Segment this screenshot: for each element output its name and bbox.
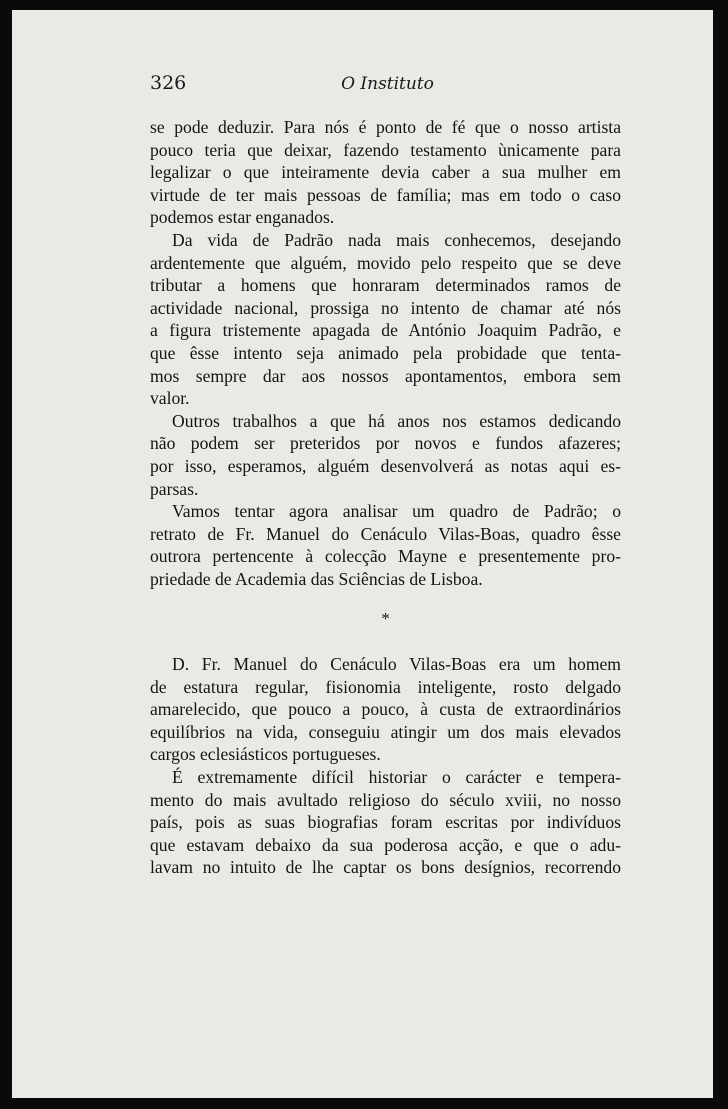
section-separator: * (381, 609, 390, 629)
text-line: legalizar o que inteiramente devia caber a sua mulher em (150, 162, 621, 183)
paragraph (150, 229, 621, 410)
page-number: 326 (150, 72, 187, 94)
text-line: que êsse intento seja animado pela probidade que tenta- (150, 342, 621, 363)
text-line: pouco teria que deixar, fazendo testamento ùnicamente para (150, 139, 621, 160)
text-line: país, pois as suas biografias foram escritas por indivíduos (150, 812, 621, 833)
text-line: Da vida de Padrão nada mais conhecemos, desejando (172, 229, 621, 250)
paragraph (150, 410, 621, 500)
text-line: É extremamente difícil historiar o carácter e tempera- (172, 767, 621, 788)
text-line: valor. (150, 388, 190, 409)
paragraph (150, 116, 621, 229)
text-line: tributar a homens que honraram determinados ramos de (150, 275, 621, 296)
text-line: podemos estar enganados. (150, 207, 335, 228)
text-line: equilíbrios na vida, conseguiu atingir um dos mais elevados (150, 721, 621, 742)
text-line: ardentemente que alguém, movido pelo respeito que se deve (150, 252, 621, 273)
text-line: mos sempre dar aos nossos apontamentos, embora sem (150, 365, 621, 386)
text-line: retrato de Fr. Manuel do Cenáculo Vilas-Boas, quadro êsse (150, 523, 621, 544)
text-line: Outros trabalhos a que há anos nos estamos dedicando (172, 410, 621, 431)
text-line: não podem ser preteridos por novos e fundos afazeres; (150, 433, 621, 454)
text-line: priedade de Academia das Sciências de Lisboa. (150, 568, 483, 589)
text-line: mento do mais avultado religioso do século xviii, no nosso (150, 789, 621, 810)
text-line: virtude de ter mais pessoas de família; mas em todo o caso (150, 184, 621, 205)
paragraph (150, 653, 621, 766)
text-line: lavam no intuito de lhe captar os bons desígnios, recorrendo (150, 857, 621, 878)
text-line: que estavam debaixo da sua poderosa acção, e que o adu- (150, 834, 621, 855)
text-line: outrora pertencente à colecção Mayne e presentemente pro- (150, 546, 621, 567)
text-line: parsas. (150, 478, 199, 499)
text-line: actividade nacional, prossiga no intento de chamar até nós (150, 297, 621, 318)
paragraph (150, 766, 621, 879)
text-line: a figura tristemente apagada de António Joaquim Padrão, e (150, 320, 621, 341)
text-line: por isso, esperamos, alguém desenvolverá as notas aqui es- (150, 455, 621, 476)
text-line: cargos eclesiásticos portugueses. (150, 744, 381, 765)
text-line: D. Fr. Manuel do Cenáculo Vilas-Boas era um homem (172, 654, 621, 675)
page-header (150, 72, 625, 102)
paragraph (150, 500, 621, 590)
text-line: Vamos tentar agora analisar um quadro de Padrão; o (172, 501, 621, 522)
text-line: de estatura regular, fisionomia inteligente, rosto delgado (150, 676, 621, 697)
text-line: amarelecido, que pouco a pouco, à custa de extraordinários (150, 699, 621, 720)
running-title: O Instituto (341, 74, 434, 94)
book-page (12, 10, 713, 1098)
body-text (150, 116, 621, 879)
text-line: se pode deduzir. Para nós é ponto de fé que o nosso artista (150, 117, 621, 137)
